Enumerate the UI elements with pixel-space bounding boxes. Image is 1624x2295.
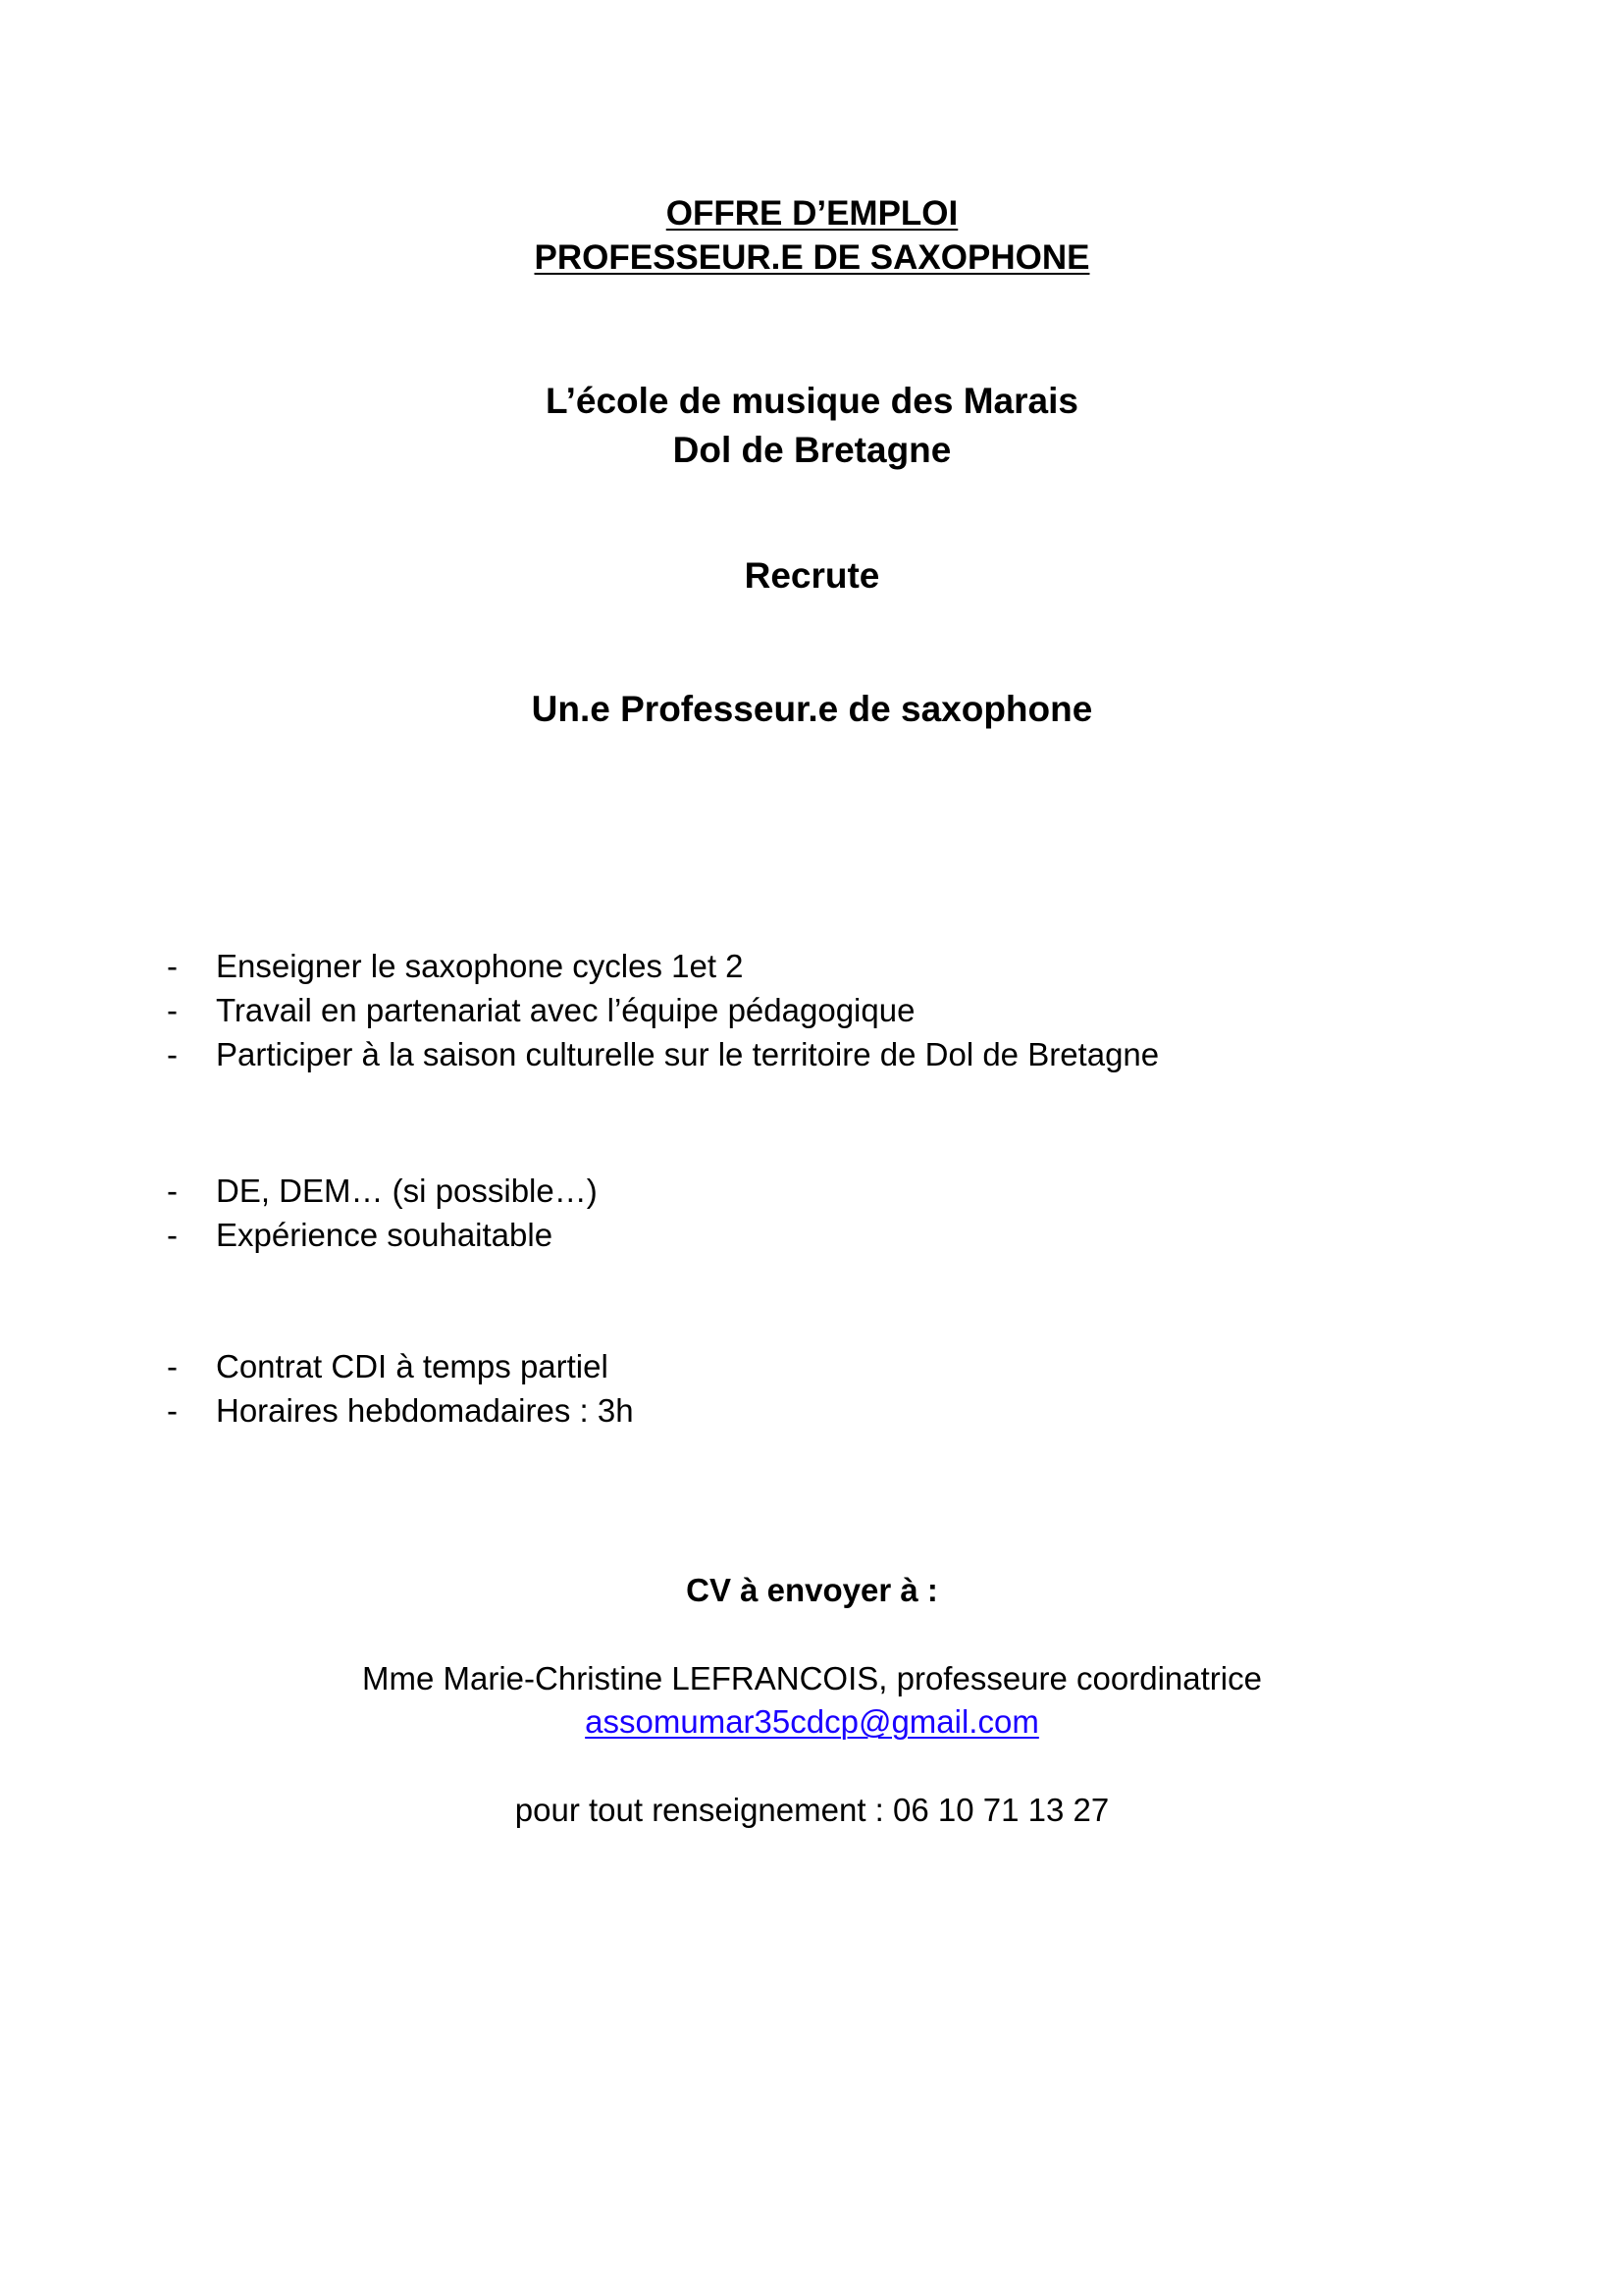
list-item-text: Horaires hebdomadaires : 3h (216, 1392, 634, 1429)
contact-heading: CV à envoyer à : (686, 1572, 938, 1608)
bullet-dash: - (167, 992, 178, 1028)
list-item-text: Expérience souhaitable (216, 1217, 553, 1253)
bullet-dash: - (167, 1348, 178, 1384)
contact-email-line (0, 1705, 1624, 1738)
bullet-dash: - (167, 948, 178, 984)
recruits-heading: Recrute (744, 555, 880, 596)
list-item-text: Enseigner le saxophone cycles 1et 2 (216, 948, 744, 984)
bullet-dash: - (167, 1392, 178, 1429)
title-line-2: PROFESSEUR.E DE SAXOPHONE (534, 238, 1090, 277)
position-heading: Un.e Professeur.e de saxophone (531, 689, 1093, 729)
bullet-dash: - (167, 1036, 178, 1072)
contact-person: Mme Marie-Christine LEFRANCOIS, professeure coordinatrice (362, 1660, 1262, 1696)
contact-info: pour tout renseignement : 06 10 71 13 27 (514, 1792, 1110, 1828)
list-item-text: DE, DEM… (si possible…) (216, 1173, 598, 1209)
title-line-1: OFFRE D’EMPLOI (665, 194, 959, 233)
list-item-text: Contrat CDI à temps partiel (216, 1348, 608, 1384)
school-name: L’école de musique des Marais (546, 381, 1078, 421)
school-town: Dol de Bretagne (672, 430, 952, 470)
contact-email-link[interactable]: assomumar35cdcp@gmail.com (585, 1703, 1039, 1740)
bullet-dash: - (167, 1173, 178, 1209)
list-item-text: Participer à la saison culturelle sur le territoire de Dol de Bretagne (216, 1036, 1160, 1072)
bullet-dash: - (167, 1217, 178, 1253)
list-item-text: Travail en partenariat avec l’équipe pédagogique (216, 992, 916, 1028)
